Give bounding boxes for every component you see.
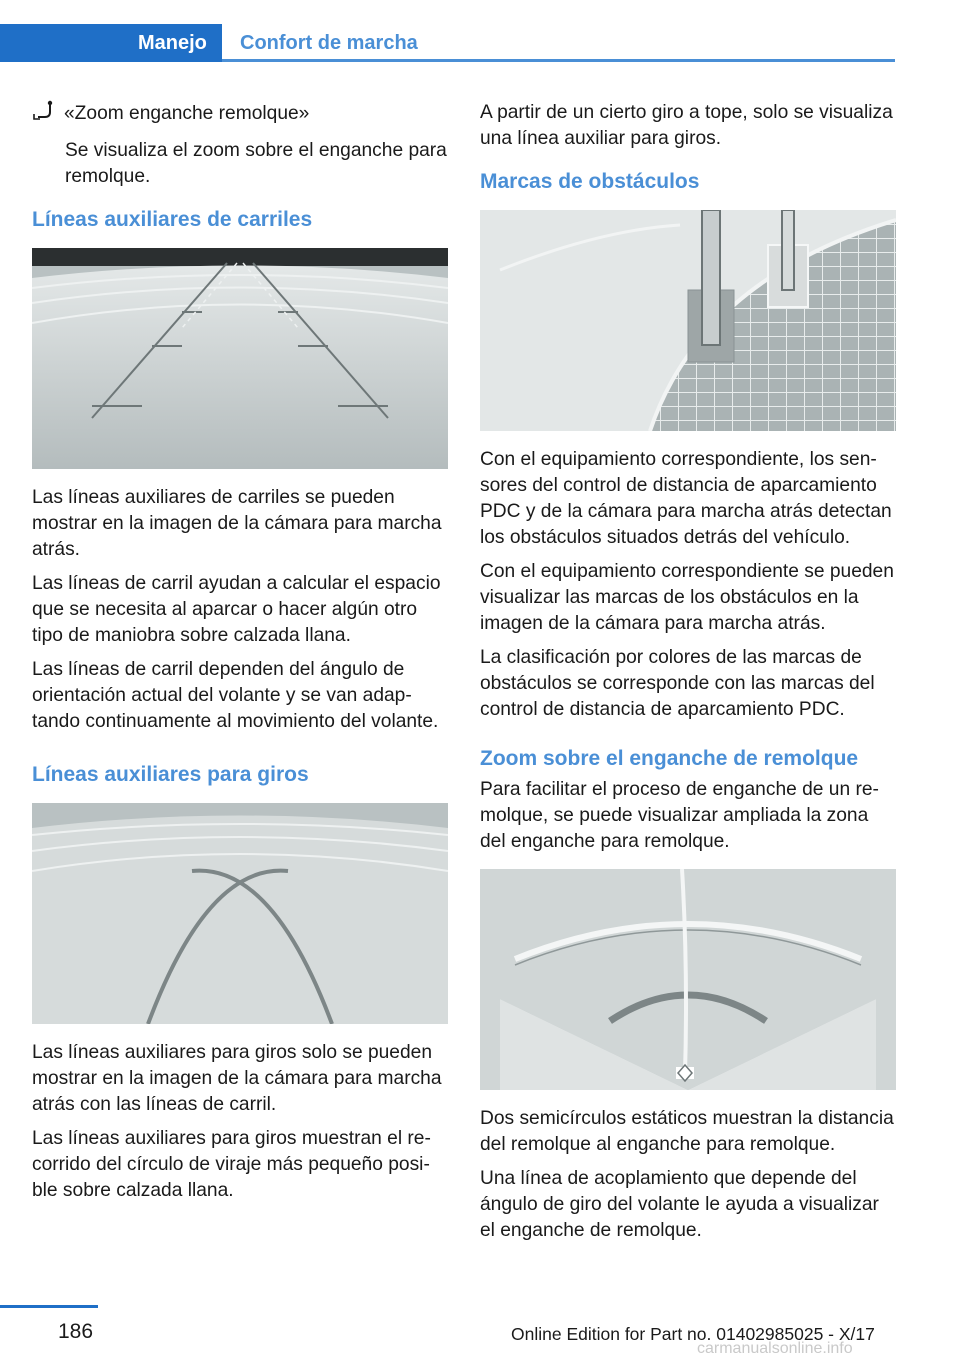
obstacle-marks-paragraph-2: Con el equipamiento correspondiente se pueden visualizar las marcas de los obstáculos en la imagen de la cámara para marcha atrás. [480,561,894,634]
watermark: carmanualsonline.info [697,1340,853,1357]
obstacle-marks-paragraph-1: Con el equipamiento correspondiente, los sensores del control de distancia de aparcamiento PDC y de la cámara para marcha atrás detectan los obstáculos situados detrás del vehículo. [480,449,892,548]
hitch-zoom-heading: Zoom sobre el enganche de remolque [480,747,859,770]
page-header [0,0,895,62]
right-column [480,100,896,1252]
page-number: 186 [58,1320,94,1343]
edition-note: Online Edition for Part no. 01402985025 - X/17 [511,1324,875,1344]
lane-lines-figure [32,248,448,469]
zoom-item-text: Se visualiza el zoom sobre el enganche para remolque. [65,140,447,187]
hitch-zoom-paragraph-3: Una línea de acoplamiento que depende del ángulo de giro del volante le ayuda a visualizar el enganche de remolque. [480,1168,879,1241]
zoom-item-label: «Zoom enganche remolque» [64,103,310,124]
turn-lines-paragraph-1: Las líneas auxiliares para giros solo se pueden mostrar en la imagen de la cámara para marcha atrás con las líneas de carril. [32,1042,442,1115]
subsection-tab[interactable]: Confort de marcha [240,32,418,54]
obstacle-marks-paragraph-3: La clasificación por colores de las marcas de obstáculos se corresponde con las marcas del control de distancia de aparcamiento PDC. [480,647,875,720]
turn-lines-paragraph-2: Las líneas auxiliares para giros muestran el recorrido del círculo de viraje más pequeño posible sobre calzada llana. [32,1128,431,1201]
zoom-item [32,100,448,130]
trailer-hitch-icon [32,100,56,130]
footer-rule [0,1305,98,1308]
lane-lines-paragraph-3: Las líneas de carril dependen del ángulo de orientación actual del volante y se van adaptando continuamente al movimiento del volante. [32,659,439,732]
hitch-zoom-paragraph-1: Para facilitar el proceso de enganche de un remolque, se puede visualizar ampliada la zona del enganche para remolque. [480,779,879,852]
turn-lines-paragraph-3: A partir de un cierto giro a tope, solo se visualiza una línea auxiliar para giros. [480,102,893,149]
turn-lines-heading: Líneas auxiliares para giros [32,763,309,786]
obstacle-marks-figure [480,210,896,431]
turn-lines-figure [32,803,448,1024]
left-column [32,100,448,1212]
section-tab[interactable]: Manejo [0,24,222,62]
lane-lines-heading: Líneas auxiliares de carriles [32,208,313,231]
header-rule [222,59,895,62]
hitch-zoom-figure [480,869,896,1090]
hitch-zoom-paragraph-2: Dos semicírculos estáticos muestran la distancia del remolque al enganche para remolque. [480,1108,894,1155]
lane-lines-paragraph-1: Las líneas auxiliares de carriles se pueden mostrar en la imagen de la cámara para marcha atrás. [32,487,442,560]
lane-lines-paragraph-2: Las líneas de carril ayudan a calcular el espacio que se necesita al aparcar o hacer algún otro tipo de maniobra sobre calzada llana. [32,573,441,646]
obstacle-marks-heading: Marcas de obstáculos [480,170,700,193]
